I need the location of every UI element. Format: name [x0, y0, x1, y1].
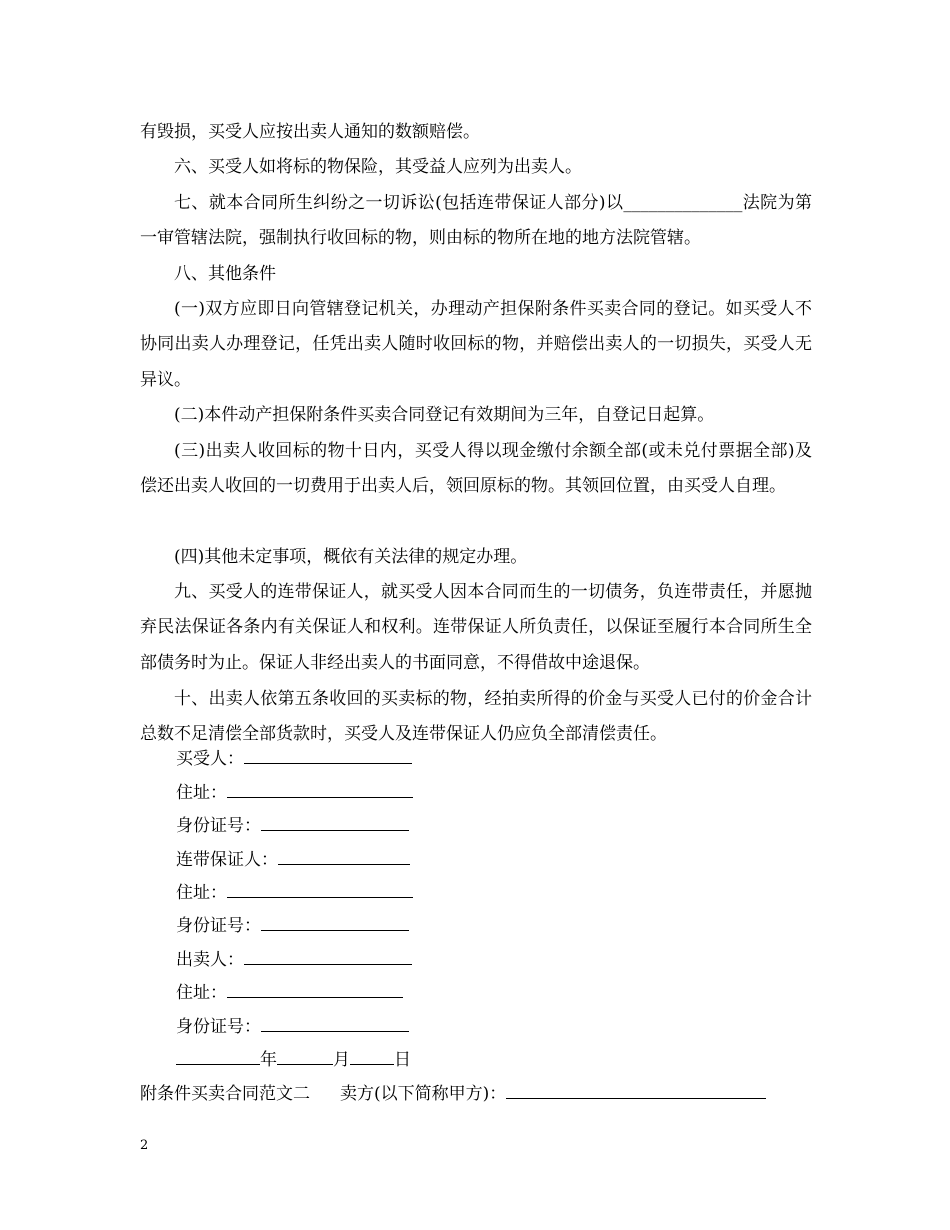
- guarantor-id-line: [176, 913, 409, 938]
- paragraph-clause-8-4: (四)其他未定事项，概依有关法律的规定办理。: [174, 547, 528, 567]
- paragraph-clause-7: 七、就本合同所生纠纷之一切诉讼(包括连带保证人部分)以______________法院为第一审管辖法院，强制执行收回标的物，则由标的物所在地的地方法院管辖。: [140, 193, 812, 249]
- guarantor-label: 连带保证人：: [176, 850, 278, 870]
- paragraph-clause-8-3: (三)出卖人收回标的物十日内，买受人得以现金缴付余额全部(或未兑付票据全部)及偿还出卖人收回的一切费用于出卖人后，领回原标的物。其领回位置，由买受人自理。: [140, 441, 812, 497]
- buyer-id-label: 身份证号：: [176, 816, 261, 836]
- sample-two-title: 附条件买卖合同范文二: [140, 1084, 310, 1104]
- buyer-address-label: 住址：: [176, 783, 227, 803]
- party-a-blank[interactable]: [506, 1081, 766, 1099]
- paragraph-clause-10: 十、出卖人依第五条收回的买卖标的物，经拍卖所得的价金与买受人已付的价金合计总数不足清偿全部货款时，买受人及连带保证人仍应负全部清偿责任。: [140, 689, 812, 745]
- day-blank[interactable]: [350, 1047, 394, 1065]
- seller-address-blank[interactable]: [227, 980, 403, 998]
- guarantor-blank[interactable]: [278, 847, 410, 865]
- buyer-line: [176, 746, 412, 771]
- date-line: [176, 1047, 411, 1072]
- seller-id-label: 身份证号：: [176, 1017, 261, 1037]
- page-number: 2: [140, 1138, 149, 1153]
- month-blank[interactable]: [277, 1047, 333, 1065]
- buyer-blank[interactable]: [244, 746, 412, 764]
- sample-two-heading-line: [140, 1081, 766, 1106]
- buyer-address-line: [176, 780, 413, 805]
- guarantor-address-line: [176, 880, 413, 905]
- year-blank[interactable]: [176, 1047, 260, 1065]
- paragraph-clause-6: 六、买受人如将标的物保险，其受益人应列为出卖人。: [174, 157, 582, 177]
- seller-label: 出卖人：: [176, 950, 244, 970]
- seller-blank[interactable]: [244, 947, 412, 965]
- seller-id-line: [176, 1014, 409, 1039]
- guarantor-address-label: 住址：: [176, 883, 227, 903]
- seller-address-line: [176, 980, 403, 1005]
- seller-address-label: 住址：: [176, 983, 227, 1003]
- day-label: 日: [394, 1050, 411, 1070]
- seller-id-blank[interactable]: [261, 1014, 409, 1032]
- seller-line: [176, 947, 412, 972]
- party-a-label: 卖方(以下简称甲方)：: [340, 1084, 507, 1104]
- paragraph-clause-8-2: (二)本件动产担保附条件买卖合同登记有效期间为三年，自登记日起算。: [174, 405, 715, 425]
- paragraph-clause-8-title: 八、其他条件: [174, 264, 276, 284]
- guarantor-line: [176, 847, 410, 872]
- paragraph-clause-8-1: (一)双方应即日向管辖登记机关，办理动产担保附条件买卖合同的登记。如买受人不协同出卖人办理登记，任凭出卖人随时收回标的物，并赔偿出卖人的一切损失，买受人无异议。: [140, 299, 812, 390]
- buyer-id-blank[interactable]: [261, 813, 409, 831]
- paragraph-clause-9: 九、买受人的连带保证人，就买受人因本合同而生的一切债务，负连带责任，并愿抛弃民法保证各条内有关保证人和权利。连带保证人所负责任，以保证至履行本合同所生全部债务时为止。保证人非经出卖人的书面同意，不得借故中途退保。: [140, 582, 812, 673]
- month-label: 月: [333, 1050, 350, 1070]
- guarantor-address-blank[interactable]: [227, 880, 413, 898]
- buyer-address-blank[interactable]: [227, 780, 413, 798]
- guarantor-id-label: 身份证号：: [176, 916, 261, 936]
- year-label: 年: [260, 1050, 277, 1070]
- buyer-id-line: [176, 813, 409, 838]
- guarantor-id-blank[interactable]: [261, 913, 409, 931]
- paragraph-damage: 有毁损，买受人应按出卖人通知的数额赔偿。: [140, 122, 480, 142]
- buyer-label: 买受人：: [176, 749, 244, 769]
